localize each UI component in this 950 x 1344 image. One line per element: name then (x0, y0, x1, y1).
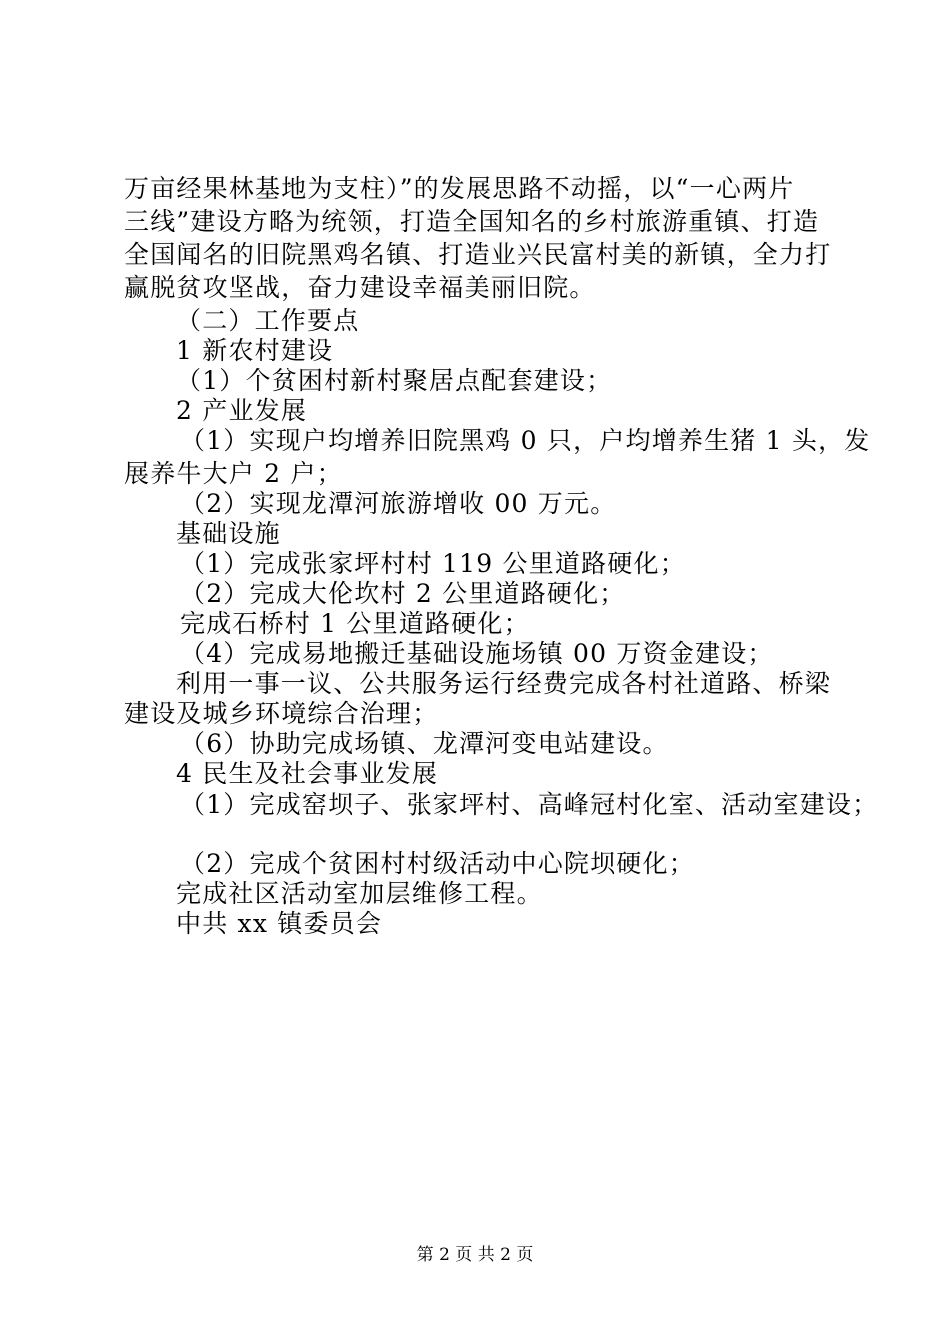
list-item: （1）个贫困村新村聚居点配套建设； (176, 366, 613, 395)
list-item: （1）完成窑坝子、张家坪村、高峰冠村化室、活动室建设； (180, 790, 879, 819)
subsection-heading: 1 新农村建设 (176, 336, 334, 365)
list-item: （4）完成易地搬迁基础设施场镇 00 万资金建设； (180, 639, 774, 668)
list-item: （1）实现户均增养旧院黑鸡 0 只，户均增养生猪 1 头，发 (180, 426, 871, 455)
page-footer: 第 2 页 共 2 页 (416, 1245, 534, 1265)
list-item: 完成社区活动室加层维修工程。 (176, 879, 543, 908)
list-item: （1）完成张家坪村村 119 公里道路硬化； (180, 549, 686, 578)
list-item: （2）实现龙潭河旅游增收 00 万元。 (180, 489, 617, 518)
list-item-continuation: 建设及城乡环境综合治理； (124, 699, 439, 728)
body-text-line: 万亩经果林基地为支柱）”的发展思路不动摇，以“一心两片 (124, 174, 795, 203)
list-item: （6）协助完成场镇、龙潭河变电站建设。 (180, 729, 669, 758)
body-text-line: 三线”建设方略为统领，打造全国知名的乡村旅游重镇、打造 (124, 207, 820, 236)
signature-line: 中共 xx 镇委员会 (176, 909, 383, 938)
list-item: 利用一事一议、公共服务运行经费完成各村社道路、桥梁 (176, 669, 832, 698)
subsection-heading: 2 产业发展 (176, 396, 308, 425)
body-text-line: 全国闻名的旧院黑鸡名镇、打造业兴民富村美的新镇，全力打 (124, 240, 832, 269)
section-heading: （二）工作要点 (176, 306, 360, 335)
body-text-line: 赢脱贫攻坚战，奋力建设幸福美丽旧院。 (124, 273, 596, 302)
list-item: 完成石桥村 1 公里道路硬化； (180, 609, 530, 638)
subsection-heading: 基础设施 (176, 519, 281, 548)
list-item: （2）完成大伦坎村 2 公里道路硬化； (180, 579, 626, 608)
list-item-continuation: 展养牛大户 2 户； (124, 459, 343, 488)
subsection-heading: 4 民生及社会事业发展 (176, 759, 439, 788)
list-item: （2）完成个贫困村村级活动中心院坝硬化； (180, 849, 695, 878)
